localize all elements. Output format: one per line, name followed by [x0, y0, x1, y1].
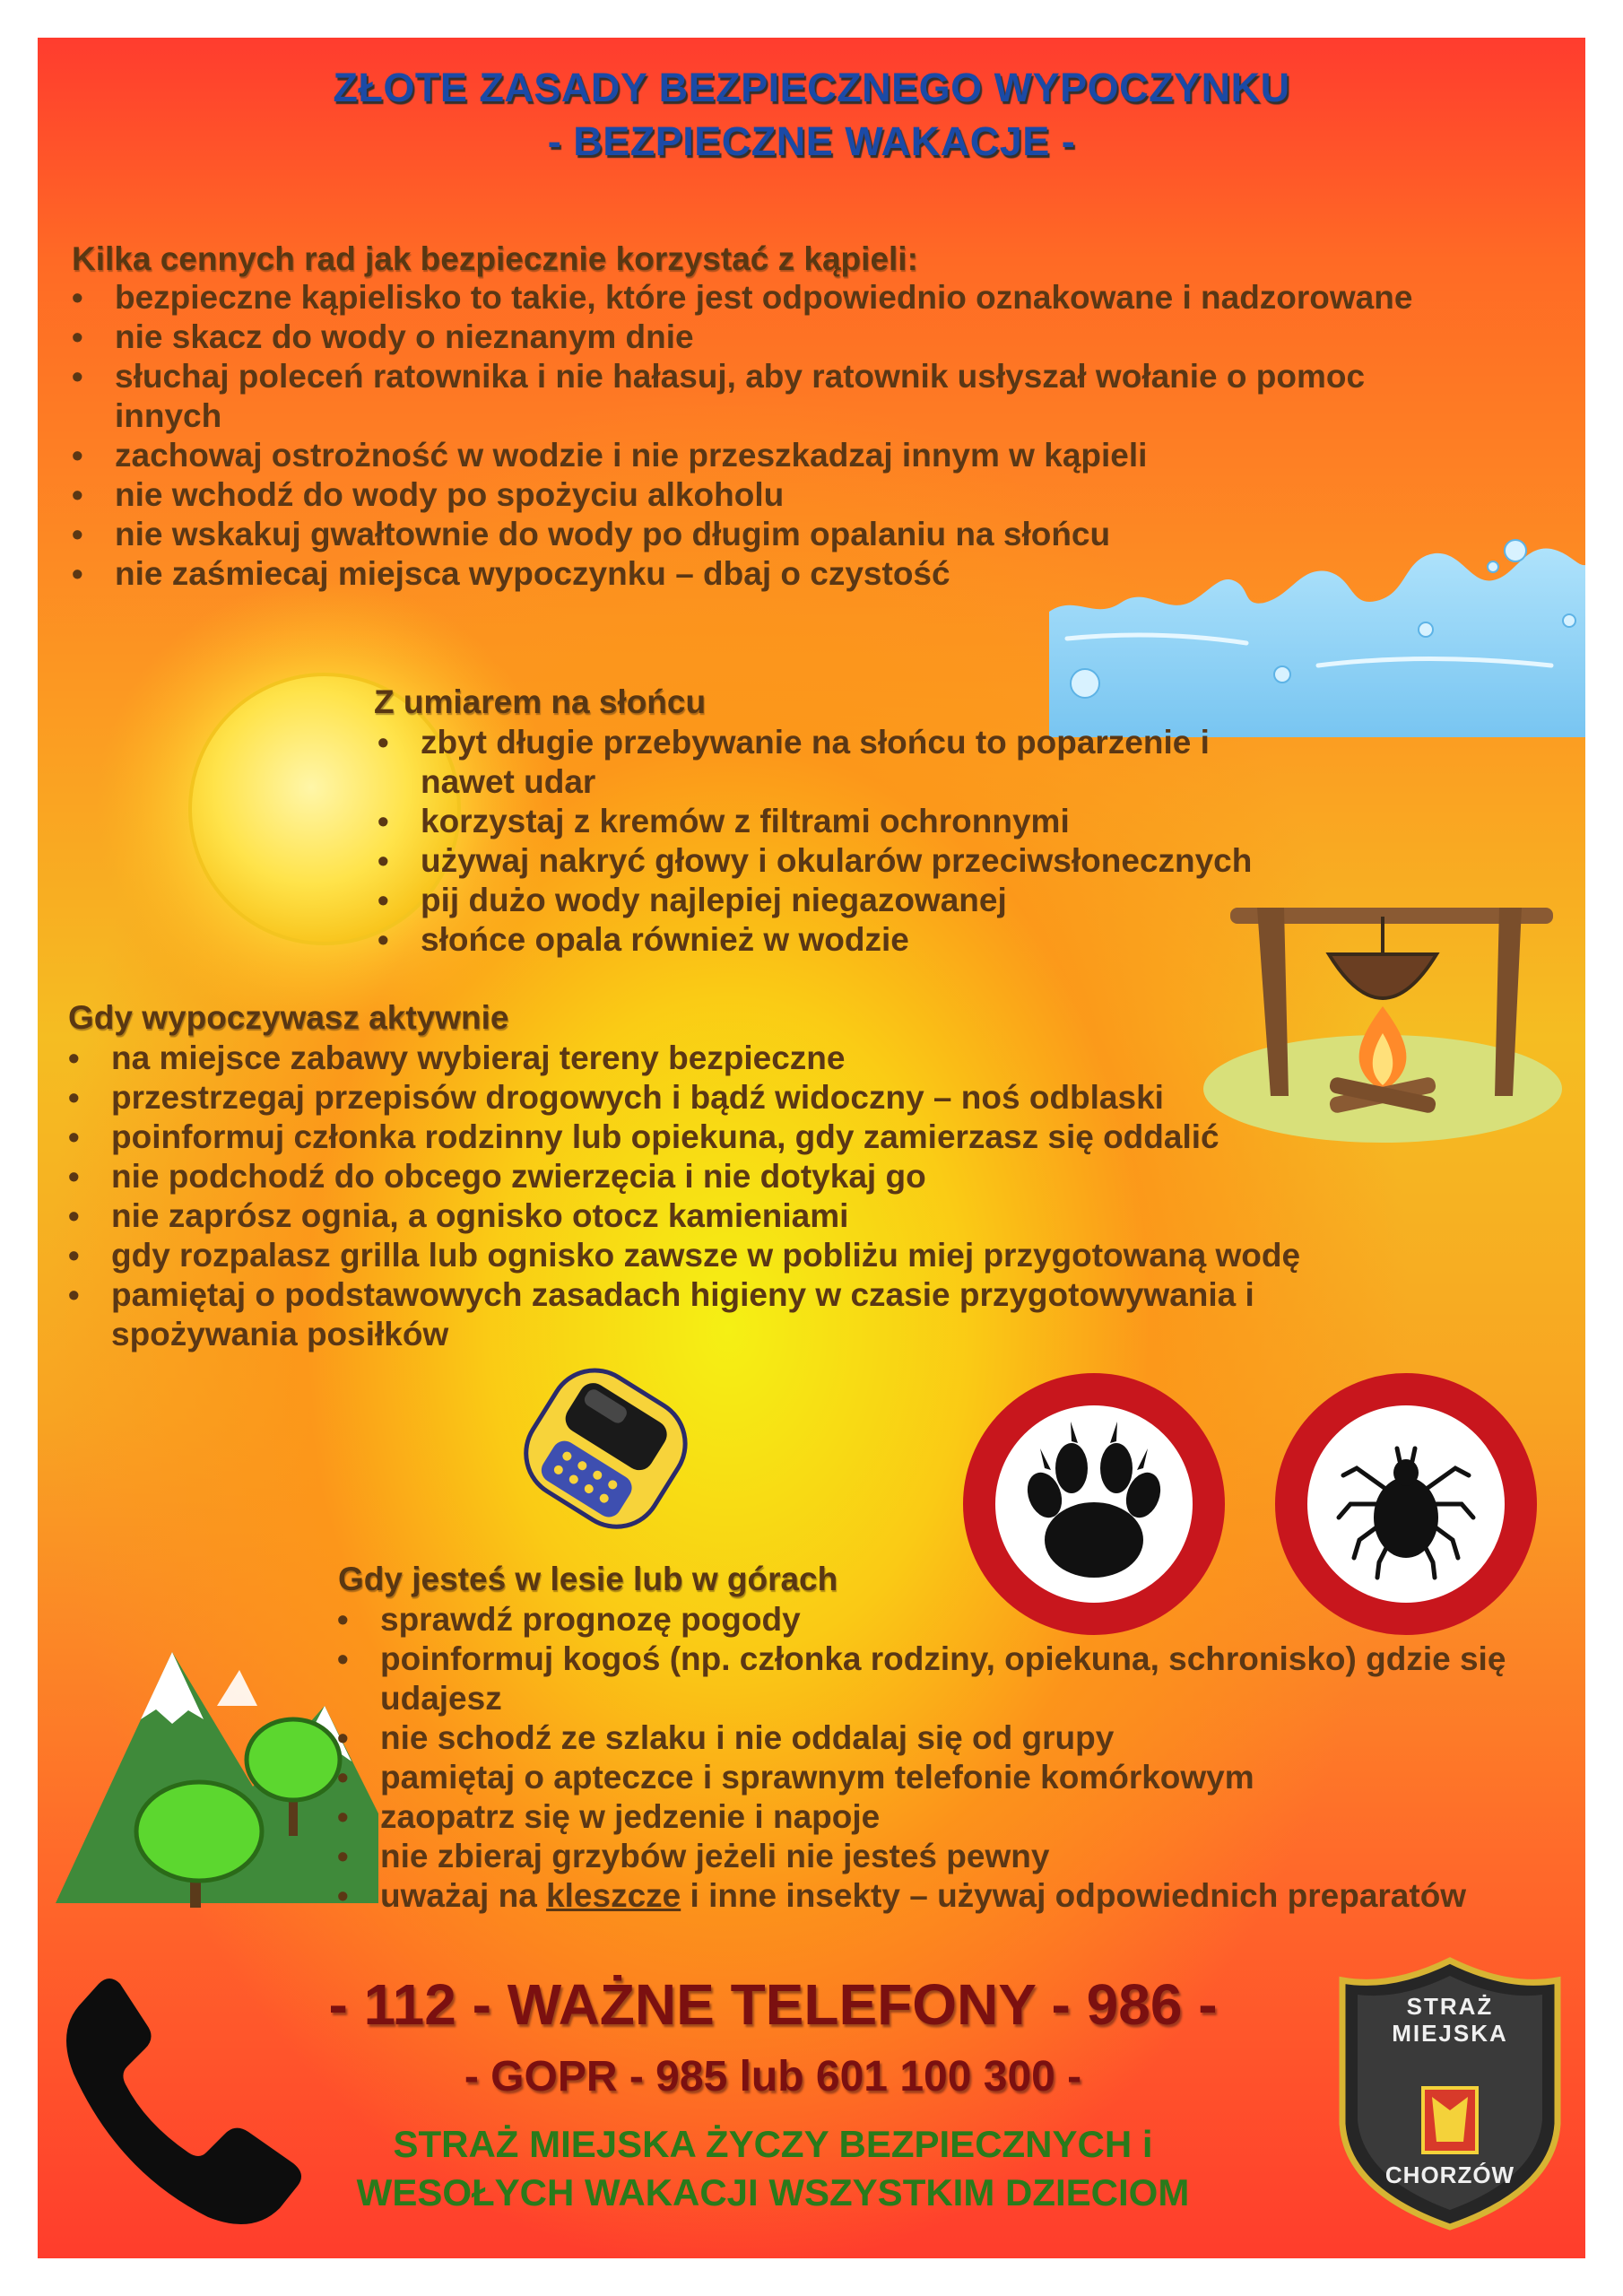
list-item-text: uważaj na — [380, 1877, 547, 1914]
sun-list — [374, 723, 1289, 960]
forest-list — [334, 1600, 1562, 1916]
active-list — [65, 1039, 1481, 1354]
list-item — [334, 1876, 1562, 1916]
wish-line-1: STRAŻ MIEJSKA ŻYCZY BEZPIECZNYCH i — [393, 2123, 1153, 2165]
list-item: • nie zaprósz ognia, a ognisko otocz kamieniami — [65, 1196, 1481, 1236]
poster — [38, 38, 1585, 2258]
page-title: ZŁOTE ZASADY BEZPIECZNEGO WYPOCZYNKU — [333, 65, 1290, 110]
badge-text-top: STRAŻ — [1406, 1993, 1494, 2020]
wish-line-2: WESOŁYCH WAKACJI WSZYSTKIM DZIECIOM — [356, 2171, 1190, 2213]
list-item: • nie wchodź do wody po spożyciu alkoholu — [68, 475, 1521, 515]
list-item: • bezpieczne kąpielisko to takie, które jest odpowiednio oznakowane i nadzorowane — [68, 278, 1521, 317]
tick-warning-sign-icon — [1271, 1370, 1541, 1639]
list-item: • nie zaśmiecaj miejsca wypoczynku – dbaj o czystość — [68, 554, 1521, 594]
list-item: • używaj nakryć głowy i okularów przeciwsłonecznych — [374, 841, 1289, 881]
bathing-list — [68, 278, 1521, 594]
page-subtitle: - BEZPIECZNE WAKACJE - — [547, 118, 1076, 164]
list-item: • pij dużo wody najlepiej niegazowanej — [374, 881, 1289, 920]
list-item: • korzystaj z kremów z filtrami ochronnymi — [374, 802, 1289, 841]
list-item: • sprawdź prognozę pogody — [334, 1600, 1562, 1639]
list-item: • na miejsce zabawy wybieraj tereny bezpieczne — [65, 1039, 1481, 1078]
forest-heading: Gdy jesteś w lesie lub w górach — [338, 1561, 838, 1597]
list-item: • nie zbieraj grzybów jeżeli nie jesteś pewny — [334, 1837, 1562, 1876]
list-item: • słońce opala również w wodzie — [374, 920, 1289, 960]
hotline-text: - 112 - WAŻNE TELEFONY - 986 - — [328, 1972, 1218, 2037]
list-item: • nie wskakuj gwałtownie do wody po długim opalaniu na słońcu — [68, 515, 1521, 554]
list-item: • zachowaj ostrożność w wodzie i nie przeszkadzaj innym w kąpieli — [68, 436, 1521, 475]
badge-text-middle: MIEJSKA — [1392, 2020, 1508, 2047]
bathing-heading: Kilka cennych rad jak bezpiecznie korzystać z kąpieli: — [72, 240, 918, 277]
list-item: • pamiętaj o podstawowych zasadach higieny w czasie przygotowywania i spożywania posiłków — [65, 1275, 1367, 1354]
active-heading: Gdy wypoczywasz aktywnie — [68, 999, 509, 1036]
mobile-phone-icon — [495, 1365, 719, 1544]
list-item: • nie schodź ze szlaku i nie oddalaj się od grupy — [334, 1718, 1562, 1758]
list-item: • poinformuj członka rodzinny lub opiekuna, gdy zamierzasz się oddalić — [65, 1118, 1481, 1157]
list-item: • przestrzegaj przepisów drogowych i bądź widoczny – noś odblaski — [65, 1078, 1481, 1118]
no-animals-sign-icon — [959, 1370, 1228, 1639]
list-item: • słuchaj poleceń ratownika i nie hałasuj, aby ratownik usłyszał wołanie o pomoc innych — [68, 357, 1478, 436]
list-item: • nie skacz do wody o nieznanym dnie — [68, 317, 1521, 357]
list-item: • gdy rozpalasz grilla lub ognisko zawsze w pobliżu miej przygotowaną wodę — [65, 1236, 1481, 1275]
list-item-text: i inne insekty – używaj odpowiednich preparatów — [681, 1877, 1467, 1914]
ticks-link[interactable]: kleszcze — [546, 1877, 681, 1914]
mountains-trees-icon — [56, 1634, 378, 1930]
list-item: • poinformuj kogoś (np. członka rodziny, opiekuna, schronisko) gdzie się udajesz — [334, 1639, 1546, 1718]
list-item: • nie podchodź do obcego zwierzęcia i nie dotykaj go — [65, 1157, 1481, 1196]
sun-heading: Z umiarem na słońcu — [374, 683, 707, 720]
badge-text-bottom: CHORZÓW — [1384, 2161, 1515, 2188]
list-item: • zaopatrz się w jedzenie i napoje — [334, 1797, 1562, 1837]
gopr-text: - GOPR - 985 lub 601 100 300 - — [464, 2053, 1082, 2100]
list-item: • zbyt długie przebywanie na słońcu to poparzenie i nawet udar — [374, 723, 1289, 802]
list-item: • pamiętaj o apteczce i sprawnym telefonie komórkowym — [334, 1758, 1562, 1797]
